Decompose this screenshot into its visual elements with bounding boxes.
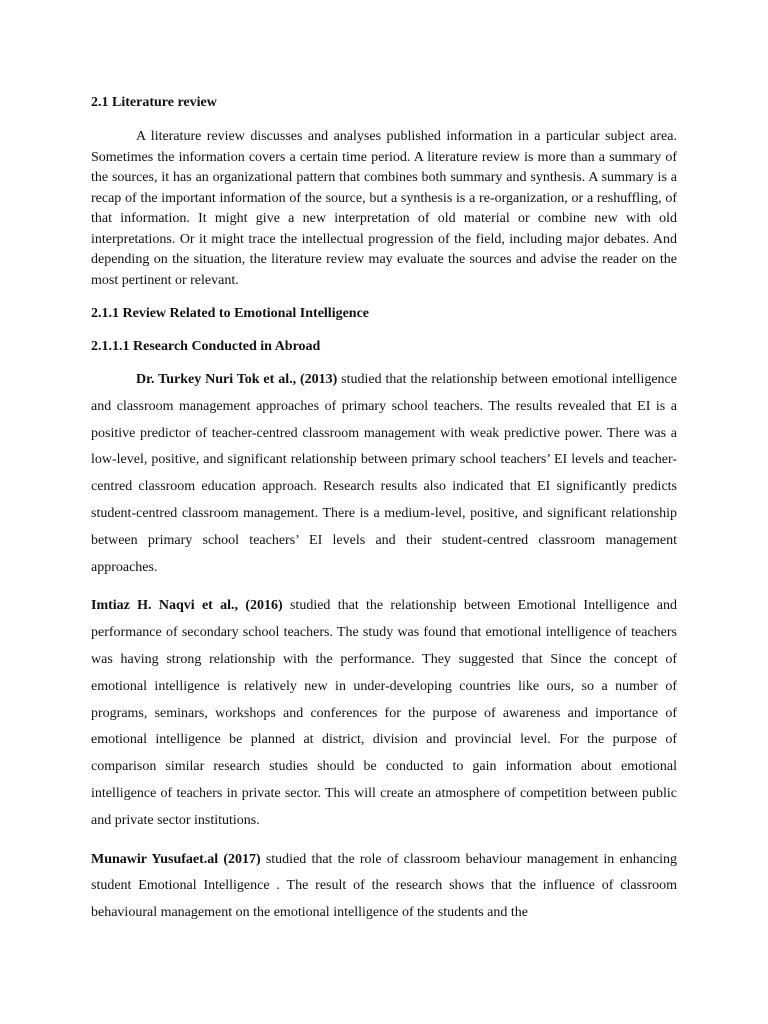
entry-citation: Imtiaz H. Naqvi et al., (2016)	[91, 598, 283, 614]
entry-citation: Dr. Turkey Nuri Tok et al., (2013)	[136, 372, 338, 387]
section-heading-literature-review: 2.1 Literature review	[91, 95, 217, 110]
entry-citation: Munawir Yusufaet.al (2017)	[91, 851, 261, 867]
subsection-heading-emotional-intelligence: 2.1.1 Review Related to Emotional Intelligence	[91, 306, 370, 321]
entry-paragraph	[91, 367, 677, 581]
entry-text: studied that the relationship between Emotional Intelligence and performance of secondary school teachers. The study was found that emotional intelligence of teachers was having strong relationship with the performance. They suggested that Since the concept of emotional intelligence is relatively new in under-developing countries like ours, so a number of programs, seminars, workshops and conferences for the purpose of awareness and importance of emotional intelligence be planned at district, division and provincial level. For the purpose of comparison similar research studies should be conducted to gain information about emotional intelligence of teachers in private sector. This will create an atmosphere of competition between public and private sector institutions.	[91, 598, 677, 828]
subsubsection-heading-research-abroad: 2.1.1.1 Research Conducted in Abroad	[91, 339, 321, 354]
entry-paragraph	[91, 593, 677, 834]
entry-paragraph	[91, 847, 677, 927]
entry-text: studied that the role of classroom behaviour management in enhancing student Emotional Intelligence . The result of the research shows that the influence of classroom behavioural management on the emotional intelligence of the students and the	[91, 851, 678, 921]
entry-text: studied that the relationship between emotional intelligence and classroom management approaches of primary school teachers. The results revealed that EI is a positive predictor of teacher-centred classroom management with weak predictive power. There was a low-level, positive, and significant relationship between primary school teachers’ EI levels and teacher-centred classroom education approach. Research results also indicated that EI significantly predicts student-centred classroom management. There is a medium-level, positive, and significant relationship between primary school teachers’ EI levels and their student-centred classroom management approaches.	[91, 372, 677, 575]
intro-paragraph: A literature review discusses and analyses published information in a particular subject area. Sometimes the information covers a certain time period. A literature review is more than a summary of the sources, it has an organizational pattern that combines both summary and synthesis. A summary is a recap of the important information of the source, but a synthesis is a re-organization, or a reshuffling, of that information. It might give a new interpretation of old material or combine new with old interpretations. Or it might trace the intellectual progression of the field, including major debates. And depending on the situation, the literature review may evaluate the sources and advise the reader on the most pertinent or relevant.	[91, 129, 677, 288]
